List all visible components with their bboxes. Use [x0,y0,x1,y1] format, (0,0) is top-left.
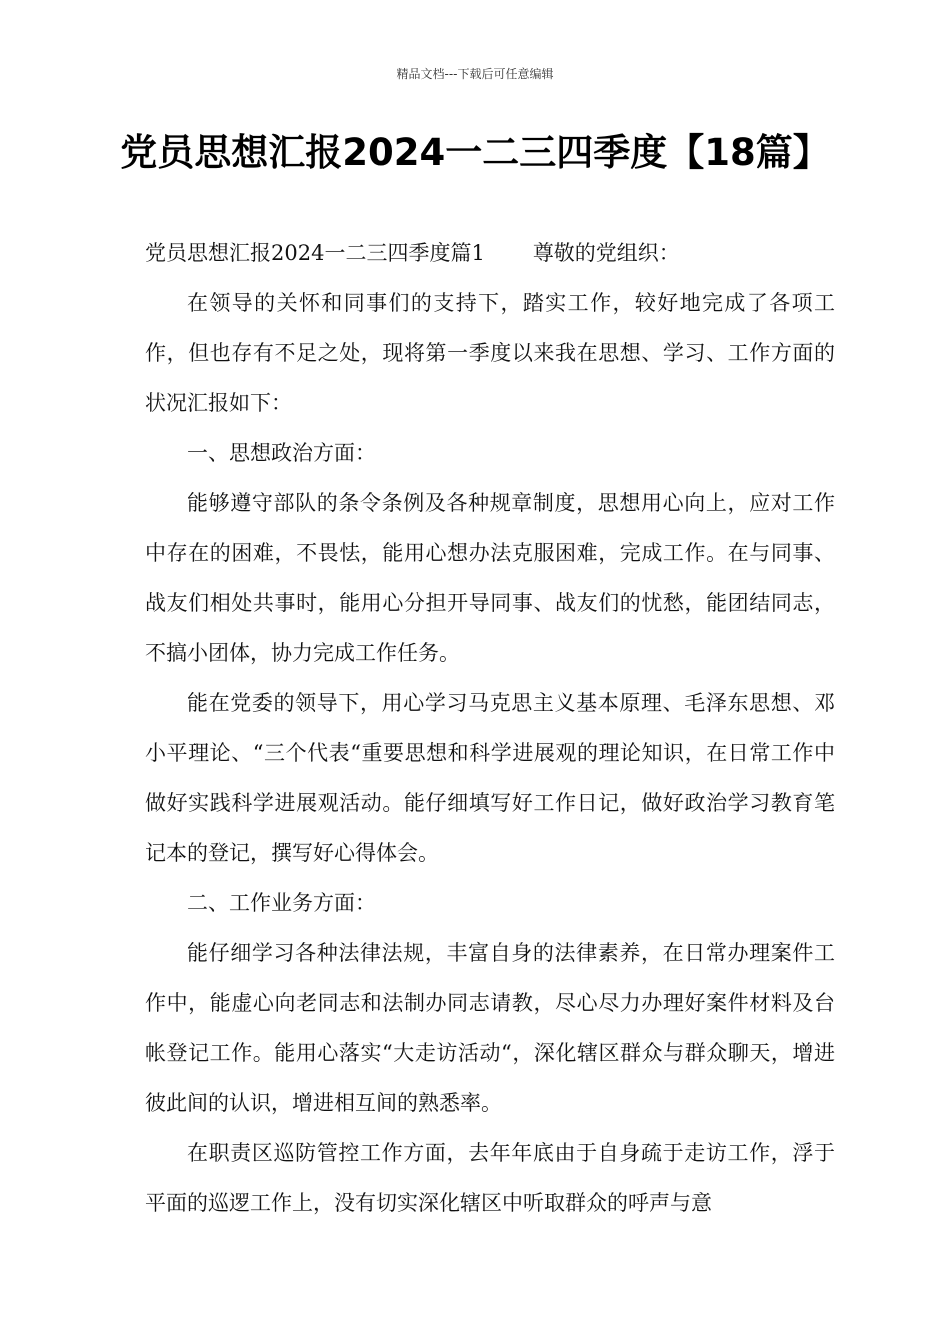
document-title: 党员思想汇报2024一二三四季度【18篇】 [120,131,830,174]
section-heading: 二、工作业务方面： [187,891,376,915]
document-body [145,228,835,1228]
paragraph: 能在党委的领导下，用心学习马克思主义基本原理、毛泽东思想、邓小平理论、“三个代表“重要思想和科学进展观的理论知识，在日常工作中做好实践科学进展观活动。能仔细填写好工作日记，做好政治学习教育笔记本的登记，撰写好心得体会。 [145,691,835,865]
paragraph: 在领导的关怀和同事们的支持下，踏实工作，较好地完成了各项工作，但也存有不足之处，现将第一季度以来我在思想、学习、工作方面的状况汇报如下： [145,291,835,415]
paragraph: 在职责区巡防管控工作方面，去年年底由于自身疏于走访工作，浮于平面的巡逻工作上，没有切实深化辖区中听取群众的呼声与意 [145,1141,835,1215]
salutation: 尊敬的党组织： [532,241,680,265]
section-heading: 一、思想政治方面： [187,441,376,465]
paragraph: 能够遵守部队的条令条例及各种规章制度，思想用心向上，应对工作中存在的困难，不畏怯，能用心想办法克服困难，完成工作。在与同事、战友们相处共事时，能用心分担开导同事、战友们的忧愁，能团结同志，不搞小团体，协力完成工作任务。 [145,491,835,665]
page-header: 精品文档---下载后可任意编辑 [396,67,554,81]
lead-line [145,228,835,278]
part-title: 党员思想汇报2024一二三四季度篇1 [145,241,485,265]
paragraph: 能仔细学习各种法律法规，丰富自身的法律素养，在日常办理案件工作中，能虚心向老同志和法制办同志请教，尽心尽力办理好案件材料及台帐登记工作。能用心落实“大走访活动“，深化辖区群众与群众聊天，增进彼此间的认识，增进相互间的熟悉率。 [145,941,835,1115]
